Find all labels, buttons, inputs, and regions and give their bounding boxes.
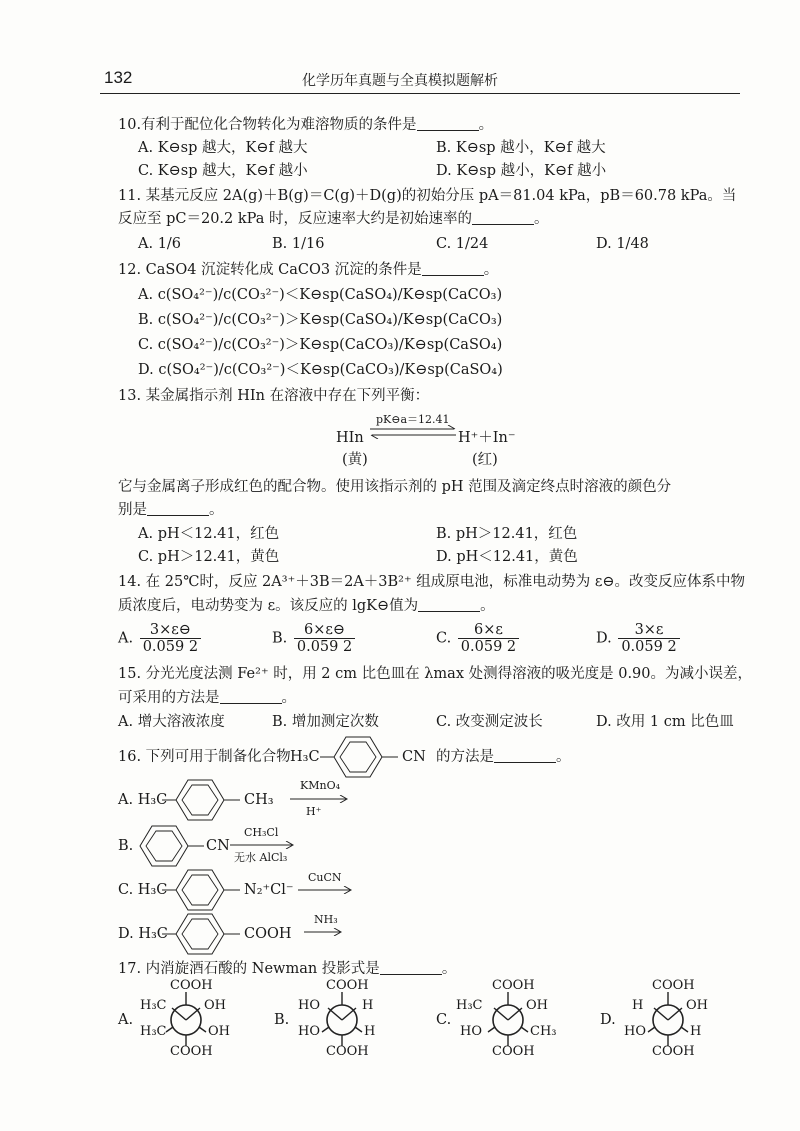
newman-bottom-group: COOH [170, 1044, 213, 1059]
newman-upper-left-group: H₃C [456, 998, 483, 1013]
q13-option-b: B. pH＞12.41，红色 [436, 526, 578, 542]
fraction: $\frac{3\times\varepsilon⊖}{0.059 2}$ [140, 622, 201, 655]
newman-lower-right-group: H [364, 1024, 376, 1039]
q10-option-b: B. K⊖sp 越小，K⊖f 越大 [436, 140, 606, 156]
q12-option-c: C. c(SO₄²⁻)/c(CO₃²⁻)＞K⊖sp(CaCO₃)/K⊖sp(CaSO₄) [138, 337, 503, 353]
header-rule [100, 93, 740, 94]
q17-option-d-label: D. [600, 1012, 616, 1028]
page-number: 132 [104, 68, 133, 87]
q17-newman-c [452, 978, 568, 1060]
newman-upper-right-group: OH [204, 998, 226, 1013]
q10-option-c: C. K⊖sp 越大，K⊖f 越小 [138, 163, 308, 179]
q16-a-reagent-bottom: H⁺ [306, 805, 322, 818]
newman-top-group: COOH [492, 978, 535, 993]
q10-option-a: A. K⊖sp 越大，K⊖f 越大 [138, 140, 308, 156]
q16-a-reagent-top: KMnO₄ [300, 779, 340, 792]
q16-c-reagent-top: CuCN [308, 871, 342, 884]
newman-upper-left-group: HO [298, 998, 320, 1013]
q13-eq-right: H⁺＋In⁻ [458, 430, 516, 446]
answer-blank [422, 261, 484, 276]
newman-lower-right-group: H [690, 1024, 702, 1039]
q16-option-d-label: D. H₃C [118, 926, 168, 942]
benzene-ring-icon [162, 908, 242, 962]
q16-stem-end: 的方法是 。 [436, 749, 571, 765]
fraction: $\frac{3\times\varepsilon}{0.059 2}$ [618, 622, 679, 655]
q11-option-b: B. 1/16 [272, 236, 325, 252]
newman-lower-right-group: OH [208, 1024, 230, 1039]
q16-b-reagent-top: CH₃Cl [244, 826, 279, 839]
newman-lower-left-group: H₃C [140, 1024, 167, 1039]
q15-option-b: B. 增加测定次数 [272, 714, 379, 730]
newman-lower-left-group: HO [298, 1024, 320, 1039]
q16-compound-left: H₃C [290, 749, 320, 765]
newman-lower-right-group: CH₃ [530, 1024, 557, 1039]
newman-upper-right-group: OH [686, 998, 708, 1013]
fraction: $\frac{6\times\varepsilon}{0.059 2}$ [458, 622, 519, 655]
q11-option-c: C. 1/24 [436, 236, 489, 252]
q14-option-c: C. $\frac{6\times\varepsilon}{0.059 2}$ [436, 622, 521, 655]
q15-option-d: D. 改用 1 cm 比色皿 [596, 714, 734, 730]
newman-top-group: COOH [652, 978, 695, 993]
newman-upper-left-group: H [632, 998, 644, 1013]
q16-option-b-label: B. [118, 838, 134, 854]
newman-top-group: COOH [326, 978, 369, 993]
q17-stem: 17. 内消旋酒石酸的 Newman 投影式是 。 [118, 961, 457, 977]
q13-stem: 13. 某金属指示剂 HIn 在溶液中存在下列平衡： [118, 388, 430, 404]
q14-option-b: B. $\frac{6\times\varepsilon⊖}{0.059 2}$ [272, 622, 357, 655]
q10-option-d: D. K⊖sp 越小，K⊖f 越小 [436, 163, 607, 179]
q10-stem: 10.有利于配位化合物转化为难溶物质的条件是 。 [118, 117, 494, 133]
q16-compound-right: CN [402, 749, 426, 765]
q15-line2: 可采用的方法是 。 [118, 690, 296, 706]
reaction-arrow-icon [298, 886, 354, 894]
q16-option-c-label: C. H₃C [118, 882, 168, 898]
q13-line2: 别是 。 [118, 502, 224, 518]
q16-stem: 16. 下列可用于制备化合物 [118, 749, 291, 765]
newman-bottom-group: COOH [326, 1044, 369, 1059]
q13-option-c: C. pH＞12.41，黄色 [138, 549, 280, 565]
book-title: 化学历年真题与全真模拟题解析 [302, 73, 498, 89]
reaction-arrow-icon [304, 928, 344, 936]
answer-blank [494, 748, 556, 763]
q12-stem: 12. CaSO4 沉淀转化成 CaCO3 沉淀的条件是 。 [118, 262, 499, 278]
q14-line1: 14. 在 25℃时，反应 2A³⁺＋3B＝2A＋3B²⁺ 组成原电池，标准电动势为 ε⊖。改变反应体系中物 [118, 574, 746, 590]
newman-bottom-group: COOH [492, 1044, 535, 1059]
q13-eq-left: HIn [336, 430, 364, 446]
q12-option-b: B. c(SO₄²⁻)/c(CO₃²⁻)＞K⊖sp(CaSO₄)/K⊖sp(CaCO₃) [138, 312, 503, 328]
q11-option-a: A. 1/6 [138, 236, 182, 252]
q12-option-a: A. c(SO₄²⁻)/c(CO₃²⁻)＜K⊖sp(CaSO₄)/K⊖sp(CaCO₃) [138, 287, 503, 303]
q13-line1: 它与金属离子形成红色的配合物。使用该指示剂的 pH 范围及滴定终点时溶液的颜色分 [118, 479, 672, 495]
answer-blank [380, 960, 442, 975]
newman-bottom-group: COOH [652, 1044, 695, 1059]
q16-b-reagent-bottom: 无水 AlCl₃ [234, 851, 288, 864]
q13-eq-arrow-label: pK⊖a＝12.41 [376, 413, 450, 426]
q16-d-reagent-top: NH₃ [314, 913, 338, 926]
q12-option-d: D. c(SO₄²⁻)/c(CO₃²⁻)＜K⊖sp(CaCO₃)/K⊖sp(CaSO₄) [138, 362, 503, 378]
q16-option-a-label: A. H₃C [118, 792, 168, 808]
q11-line2: 反应至 pC＝20.2 kPa 时，反应速率大约是初始速率的 。 [118, 211, 549, 227]
q16-option-a-right: CH₃ [244, 792, 274, 808]
answer-blank [418, 597, 480, 612]
newman-upper-left-group: H₃C [140, 998, 167, 1013]
q16-option-b-right: CN [206, 838, 230, 854]
q14-line2: 质浓度后，电动势变为 ε。该反应的 lgK⊖值为 。 [118, 598, 495, 614]
newman-lower-left-group: HO [460, 1024, 482, 1039]
newman-upper-right-group: H [362, 998, 374, 1013]
newman-upper-right-group: OH [526, 998, 548, 1013]
newman-top-group: COOH [170, 978, 213, 993]
q17-newman-b [292, 978, 402, 1060]
q11-option-d: D. 1/48 [596, 236, 649, 252]
answer-blank [147, 501, 209, 516]
fraction: $\frac{6\times\varepsilon⊖}{0.059 2}$ [294, 622, 355, 655]
q16-option-d-right: COOH [244, 926, 292, 942]
q14-option-d: D. $\frac{3\times\varepsilon}{0.059 2}$ [596, 622, 682, 655]
equilibrium-arrow-icon [368, 425, 458, 439]
q11-line1: 11. 某基元反应 2A(g)＋B(g)＝C(g)＋D(g)的初始分压 pA＝81.04 kPa，pB＝60.78 kPa。当 [118, 188, 737, 204]
q15-option-c: C. 改变测定波长 [436, 714, 543, 730]
q13-option-a: A. pH＜12.41，红色 [138, 526, 280, 542]
q13-color-yellow: (黄) [342, 452, 368, 468]
q13-option-d: D. pH＜12.41，黄色 [436, 549, 578, 565]
answer-blank [472, 210, 534, 225]
q16-option-c-right: N₂⁺Cl⁻ [244, 882, 294, 898]
q17-option-a-label: A. [118, 1012, 134, 1028]
answer-blank [417, 116, 479, 131]
q15-line1: 15. 分光光度法测 Fe²⁺ 时，用 2 cm 比色皿在 λmax 处测得溶液的吸光度是 0.90。为减小误差， [118, 666, 752, 682]
q17-option-c-label: C. [436, 1012, 452, 1028]
q17-newman-a [136, 978, 246, 1060]
q15-option-a: A. 增大溶液浓度 [118, 714, 225, 730]
newman-lower-left-group: HO [624, 1024, 646, 1039]
q13-color-red: (红) [472, 452, 498, 468]
answer-blank [220, 689, 282, 704]
q17-option-b-label: B. [274, 1012, 290, 1028]
q17-newman-d [618, 978, 728, 1060]
q14-option-a: A. $\frac{3\times\varepsilon⊖}{0.059 2}$ [118, 622, 203, 655]
